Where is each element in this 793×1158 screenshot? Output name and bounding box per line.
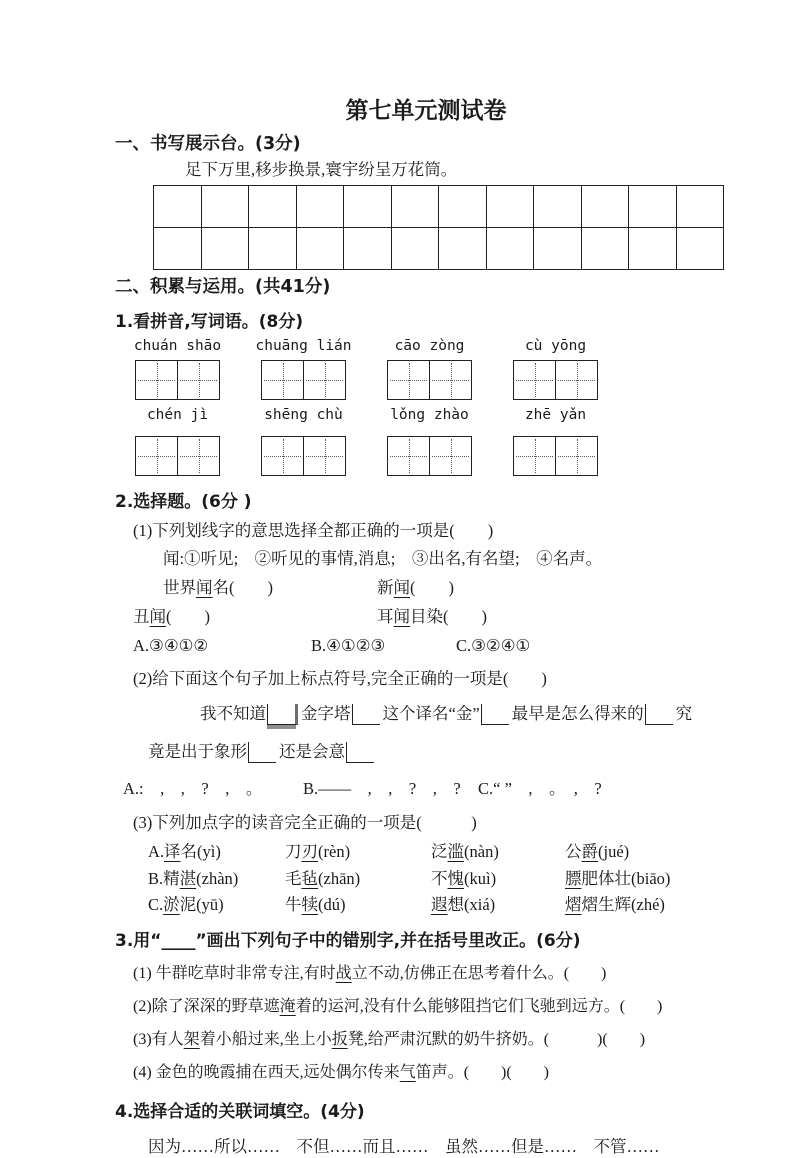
- reading-item: 公爵(jué): [565, 842, 630, 861]
- underlined-char: 熠: [565, 895, 582, 914]
- tianzige-box: [387, 436, 472, 476]
- tianzige-box: [135, 360, 220, 400]
- writing-cell: [534, 186, 582, 228]
- pinyin-label: shēng chù: [264, 407, 343, 423]
- tianzige-cell: [514, 437, 555, 475]
- section2-heading: 二、积累与运用。(共41分): [115, 277, 331, 297]
- pinyin-label: lǒng zhào: [390, 407, 469, 423]
- reading-item: 泛滥(nàn): [431, 842, 499, 861]
- q3-sentence-2: (2)除了深深的野草遮淹着的运河,没有什么能够阻挡它们飞驰到远方。( ): [133, 997, 663, 1015]
- q2-1-words-row1: [163, 576, 737, 599]
- reading-item: 膘肥体壮(biāo): [565, 868, 671, 888]
- option-c: C.“ ” , 。 , ?: [478, 779, 602, 798]
- reading-item: B.精湛(zhàn): [148, 868, 239, 888]
- writing-cell: [154, 228, 202, 270]
- writing-cell: [391, 228, 439, 270]
- word-item: 世界闻名( ): [163, 578, 273, 597]
- q2-2-options: [123, 777, 737, 800]
- pinyin-label: chuāng lián: [255, 338, 352, 354]
- reading-item: A.译名(yì): [148, 842, 221, 861]
- q4-heading: 4.选择合适的关联词填空。(4分): [115, 1101, 365, 1122]
- reading-item: 刀刃(rèn): [285, 842, 351, 861]
- writing-cell: [581, 228, 629, 270]
- underlined-char: 湛: [179, 868, 197, 888]
- q1-heading: 1.看拼音,写词语。(8分): [115, 312, 304, 332]
- q2-2-sentence-line1: 我不知道 金字塔 这个译名“金” 最早是怎么得来的 究: [200, 704, 693, 723]
- underlined-char: 滥: [447, 842, 464, 861]
- writing-cell: [296, 186, 344, 228]
- word-item: 丑闻( ): [133, 607, 210, 626]
- writing-cell: [534, 228, 582, 270]
- q2-3-option-row-c: [148, 894, 737, 917]
- option-c: C.③②④①: [456, 636, 531, 655]
- writing-cell: [344, 228, 392, 270]
- q3-sentence-3: (3)有人架着小船过来,坐上小扳凳,给严肃沉默的奶牛挤奶。( )( ): [133, 1030, 646, 1048]
- underlined-char: 愧: [447, 868, 464, 888]
- option-a: A.: , , ? , 。: [123, 779, 263, 798]
- underlined-char: 架: [183, 1030, 200, 1048]
- pinyin-group: [135, 338, 220, 400]
- pinyin-group: [513, 407, 598, 476]
- pinyin-group: [387, 338, 472, 400]
- punctuation-blank: [248, 742, 276, 763]
- pinyin-label: zhē yǎn: [524, 407, 587, 423]
- tianzige-cell: [388, 361, 429, 399]
- q2-3-option-row-a: [148, 841, 737, 864]
- tianzige-cell: [262, 437, 303, 475]
- tianzige-cell: [177, 361, 219, 399]
- pinyin-group: [513, 338, 598, 400]
- reading-item: 牛犊(dú): [285, 895, 346, 914]
- tianzige-cell: [388, 437, 429, 475]
- punctuation-blank: [267, 704, 298, 725]
- reading-item: 熠熠生辉(zhé): [565, 895, 665, 914]
- q3-sentence-1: (1) 牛群吃草时非常专注,有时战立不动,仿佛正在思考着什么。( ): [133, 964, 607, 982]
- underlined-char: 膘: [565, 868, 582, 888]
- writing-cell: [439, 228, 487, 270]
- q2-3-option-row-b: [148, 868, 737, 891]
- tianzige-box: [261, 360, 346, 400]
- q2-1-meanings: 闻:①听见; ②听见的事情,消息; ③出名,有名望; ④名声。: [163, 549, 603, 568]
- pinyin-label: cāo zòng: [394, 338, 465, 354]
- tianzige-box: [387, 360, 472, 400]
- underlined-char: 闻: [393, 607, 410, 626]
- punctuation-blank: [645, 704, 673, 725]
- word-item: 新闻( ): [377, 578, 454, 597]
- writing-cell: [439, 186, 487, 228]
- reading-item: 不愧(kuì): [431, 868, 497, 888]
- tianzige-cell: [177, 437, 219, 475]
- underlined-char: 气: [399, 1063, 416, 1081]
- option-b: B.④①②③: [311, 636, 386, 655]
- writing-cell: [629, 186, 677, 228]
- tianzige-cell: [262, 361, 303, 399]
- punctuation-blank: [481, 704, 509, 725]
- underlined-char: 闻: [196, 578, 213, 597]
- q3-heading: 3.用“____”画出下列句子中的错别字,并在括号里改正。(6分): [115, 930, 581, 951]
- tianzige-cell: [555, 437, 597, 475]
- option-a: A.③④①②: [133, 636, 209, 655]
- copy-sentence: 足下万里,移步换景,寰宇纷呈万花筒。: [185, 160, 458, 179]
- writing-cell: [676, 186, 724, 228]
- pinyin-label: chuán shāo: [133, 338, 222, 354]
- writing-cell: [629, 228, 677, 270]
- underlined-char: 闻: [393, 578, 410, 597]
- writing-cell: [249, 228, 297, 270]
- underlined-char: 译: [164, 842, 181, 861]
- q2-heading: 2.选择题。(6分 ): [115, 492, 252, 512]
- writing-cell: [676, 228, 724, 270]
- pinyin-row-1: [135, 338, 737, 400]
- tianzige-cell: [555, 361, 597, 399]
- underlined-char: 遐: [431, 895, 448, 914]
- writing-cell: [201, 228, 249, 270]
- writing-cell: [154, 186, 202, 228]
- q2-1-options: [133, 634, 737, 657]
- writing-cell: [344, 186, 392, 228]
- pinyin-group: [255, 338, 352, 400]
- tianzige-cell: [136, 361, 177, 399]
- writing-cell: [581, 186, 629, 228]
- reading-item: 遐想(xiá): [431, 895, 496, 914]
- q2-1-words-row2: [133, 605, 737, 628]
- underlined-char: 闻: [149, 607, 166, 626]
- pinyin-group: [261, 407, 346, 476]
- tianzige-cell: [514, 361, 555, 399]
- underlined-char: 淤: [163, 895, 180, 914]
- underlined-char: 扳: [331, 1030, 348, 1048]
- q2-3-prompt: (3)下列加点字的读音完全正确的一项是( ): [133, 813, 477, 832]
- writing-cell: [296, 228, 344, 270]
- q2-2-prompt: (2)给下面这个句子加上标点符号,完全正确的一项是( ): [133, 669, 547, 688]
- pinyin-group: [387, 407, 472, 476]
- reading-item: 毛毡(zhān): [285, 868, 361, 888]
- tianzige-box: [261, 436, 346, 476]
- punctuation-blank: [352, 704, 380, 725]
- pinyin-label: cù yōng: [524, 338, 587, 354]
- word-item: 耳闻目染( ): [377, 607, 487, 626]
- tianzige-cell: [429, 437, 471, 475]
- tianzige-box: [135, 436, 220, 476]
- pinyin-row-2: [135, 407, 737, 476]
- tianzige-cell: [429, 361, 471, 399]
- underlined-char: 刃: [301, 842, 318, 861]
- underlined-char: 毡: [301, 868, 318, 888]
- underlined-char: 爵: [581, 842, 598, 861]
- writing-cell: [201, 186, 249, 228]
- q2-1-prompt: (1)下列划线字的意思选择全都正确的一项是( ): [133, 521, 494, 540]
- underlined-char: 战: [335, 964, 352, 982]
- tianzige-cell: [136, 437, 177, 475]
- option-b: B.—— , , ? , ?: [303, 779, 461, 798]
- page-title: 第七单元测试卷: [345, 98, 507, 124]
- tianzige-cell: [303, 361, 345, 399]
- reading-item: C.淤泥(yū): [148, 895, 224, 914]
- underlined-char: 犊: [301, 895, 318, 914]
- writing-cell: [249, 186, 297, 228]
- writing-cell: [486, 186, 534, 228]
- underlined-char: 淹: [279, 997, 296, 1015]
- q3-sentence-4: (4) 金色的晚霞捕在西天,远处偶尔传来气笛声。( )( ): [133, 1063, 550, 1081]
- punctuation-blank: [346, 742, 374, 763]
- q2-2-sentence-line2: 竟是出于象形 还是会意: [148, 735, 737, 768]
- writing-cell: [486, 228, 534, 270]
- section1-heading: 一、书写展示台。(3分): [115, 134, 301, 154]
- pinyin-label: chén jì: [146, 407, 209, 423]
- pinyin-group: [135, 407, 220, 476]
- tianzige-box: [513, 436, 598, 476]
- tianzige-cell: [303, 437, 345, 475]
- writing-grid: [153, 185, 724, 270]
- tianzige-box: [513, 360, 598, 400]
- q4-conjunction-words: 因为……所以…… 不但……而且…… 虽然……但是…… 不管……: [148, 1136, 660, 1156]
- writing-cell: [391, 186, 439, 228]
